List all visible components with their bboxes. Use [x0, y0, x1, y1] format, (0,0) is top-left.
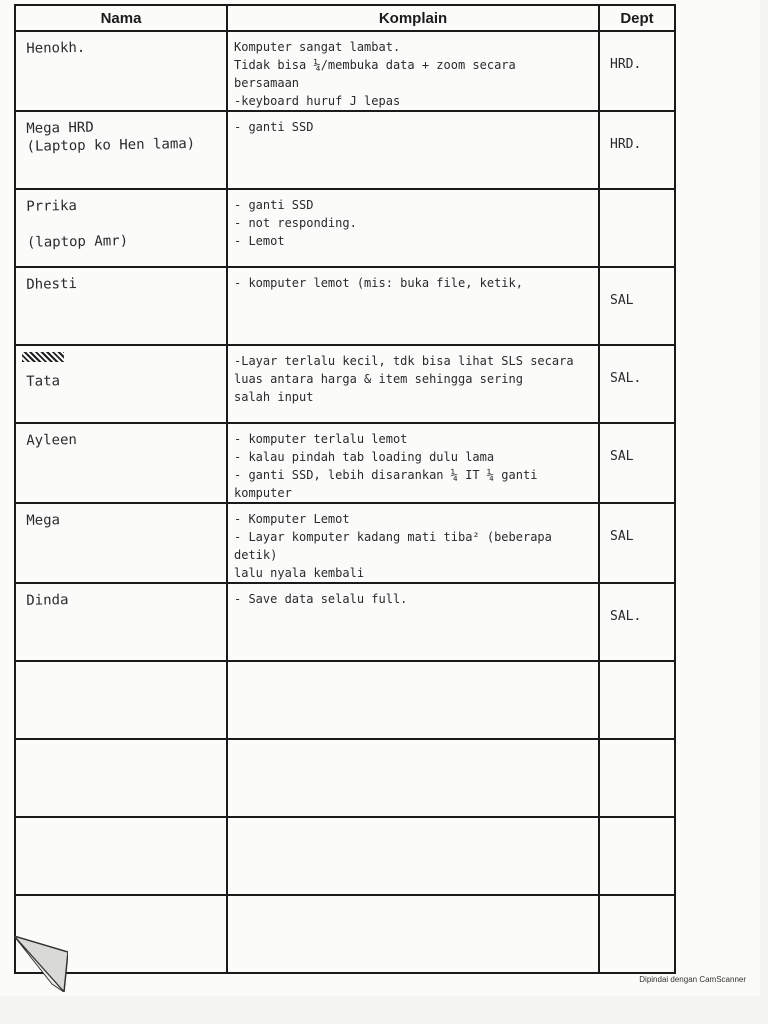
complaint-line: - Komputer Lemot [234, 512, 350, 526]
name-text: Mega HRD (Laptop ko Hen lama) [26, 119, 196, 155]
cell-name [15, 111, 227, 189]
complaint-line: komputer [234, 486, 292, 500]
cell-dept [599, 345, 675, 423]
cell-name [15, 189, 227, 267]
cell-complaint [227, 189, 599, 267]
cell-name [15, 739, 227, 817]
complaint-line: -Layar terlalu kecil, tdk bisa lihat SLS secara [234, 354, 574, 368]
complaint-line: Komputer sangat lambat. [234, 40, 401, 54]
dept-text: SAL. [610, 609, 642, 624]
table-row [15, 111, 675, 189]
cell-name [15, 817, 227, 895]
dept-text: HRD. [610, 57, 642, 72]
cell-complaint [227, 31, 599, 111]
name-text: Ayleen [26, 431, 78, 449]
cell-dept [599, 111, 675, 189]
cell-complaint [227, 345, 599, 423]
cell-dept [599, 503, 675, 583]
complaint-line: - Layar komputer kadang mati tiba² (beberapa detik) [234, 530, 560, 562]
cell-name [15, 345, 227, 423]
complaint-line: - komputer lemot (mis: buka file, ketik, [234, 276, 523, 290]
table-row [15, 189, 675, 267]
name-text [16, 892, 226, 904]
cell-complaint [227, 111, 599, 189]
cell-name [15, 267, 227, 345]
name-text: Prrika (laptop Amr) [26, 197, 129, 251]
header-complaint: Komplain [227, 5, 599, 31]
complaint-line: bersamaan [234, 76, 300, 90]
cell-complaint [227, 267, 599, 345]
cell-dept [599, 423, 675, 503]
complaint-table [14, 4, 676, 974]
name-text: Henokh. [26, 39, 86, 57]
cell-dept [599, 817, 675, 895]
complaint-line: - komputer terlalu lemot [234, 432, 408, 446]
cell-dept [599, 661, 675, 739]
cell-complaint [227, 423, 599, 503]
complaint-line: - not responding. [234, 216, 357, 230]
cell-dept [599, 189, 675, 267]
cell-dept [599, 583, 675, 661]
name-text [16, 814, 226, 826]
name-text [16, 736, 226, 748]
dept-text [600, 190, 674, 214]
cell-complaint [227, 661, 599, 739]
scanner-footer: Dipindai dengan CamScanner [639, 975, 746, 984]
cell-complaint [227, 817, 599, 895]
table-row [15, 31, 675, 111]
complaint-line: - kalau pindah tab loading dulu lama [234, 450, 495, 464]
scribble-mark [22, 352, 64, 362]
cell-complaint [227, 583, 599, 661]
table-row [15, 503, 675, 583]
dept-text: SAL. [610, 371, 642, 386]
cell-dept [599, 895, 675, 973]
cell-complaint [227, 503, 599, 583]
table-row [15, 583, 675, 661]
cell-complaint [227, 895, 599, 973]
table-row [15, 345, 675, 423]
folded-corner-icon [14, 936, 68, 992]
complaint-line: salah input [234, 390, 314, 404]
complaint-line: lalu nyala kembali [234, 566, 365, 580]
dept-text: HRD. [610, 137, 642, 152]
table-row [15, 895, 675, 973]
cell-name [15, 661, 227, 739]
header-dept: Dept [599, 5, 675, 31]
dept-text [600, 662, 674, 686]
dept-text: SAL [610, 449, 634, 464]
table-row [15, 423, 675, 503]
cell-dept [599, 267, 675, 345]
dept-text [600, 818, 674, 842]
table-row [15, 661, 675, 739]
complaint-line: - ganti SSD, lebih disarankan ¼ IT ¼ ganti [234, 468, 538, 482]
complaint-line: -keyboard huruf J lepas [234, 94, 401, 108]
cell-name [15, 31, 227, 111]
cell-dept [599, 31, 675, 111]
dept-text: SAL [610, 293, 634, 308]
name-text: Dhesti [26, 275, 78, 293]
table-row [15, 267, 675, 345]
cell-complaint [227, 739, 599, 817]
complaint-line: - Save data selalu full. [234, 592, 408, 606]
dept-text: SAL [610, 529, 634, 544]
name-text [16, 658, 226, 670]
complaint-sheet [14, 4, 674, 986]
complaint-line: - Lemot [234, 234, 285, 248]
table-header-row [15, 5, 675, 31]
cell-dept [599, 739, 675, 817]
table-row [15, 817, 675, 895]
table-row [15, 739, 675, 817]
dept-text [600, 740, 674, 764]
complaint-line: luas antara harga & item sehingga sering [234, 372, 523, 386]
complaint-line: - ganti SSD [234, 198, 314, 212]
name-text: Tata [26, 373, 61, 390]
table-body [15, 31, 675, 973]
cell-name [15, 503, 227, 583]
cell-name [15, 423, 227, 503]
cell-name [15, 583, 227, 661]
dept-text [600, 896, 674, 920]
name-text: Dinda [26, 592, 69, 609]
complaint-line: Tidak bisa ¼/membuka data + zoom secara [234, 58, 516, 72]
header-name: Nama [15, 5, 227, 31]
complaint-line: - ganti SSD [234, 120, 314, 134]
name-text: Mega [26, 512, 61, 529]
